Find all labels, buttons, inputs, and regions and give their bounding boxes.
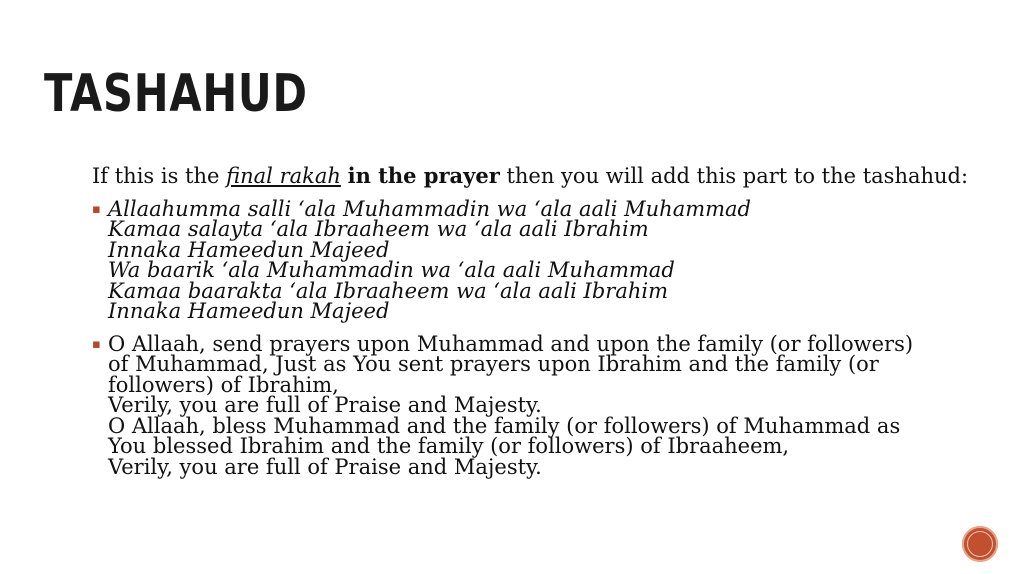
- translation-line: O Allaah, send prayers upon Muhammad and upon the family (or followers): [108, 331, 914, 356]
- bullet-arabic-transliteration: [92, 196, 992, 323]
- bullet-marker-icon: ▪: [92, 201, 101, 217]
- translation-line: Verily, you are full of Praise and Majesty.: [108, 393, 542, 417]
- transliteration-line: Wa baarik ‘ala Muhammadin wa ‘ala aali Muhammad: [108, 258, 675, 282]
- translation-line: of Muhammad, Just as You sent prayers upon Ibrahim and the family (or: [108, 352, 879, 376]
- intro-bold-in-the-prayer: in the prayer: [347, 163, 500, 188]
- transliteration-line: Kamaa baarakta ‘ala Ibraaheem wa ‘ala aali Ibrahim: [108, 278, 669, 303]
- translation-line: Verily, you are full of Praise and Majesty.: [108, 454, 542, 479]
- transliteration-line: Innaka Hameedun Majeed: [108, 299, 390, 323]
- intro-paragraph: [92, 163, 992, 188]
- transliteration-line: Kamaa salayta ‘ala Ibraaheem wa ‘ala aali Ibrahim: [108, 217, 649, 241]
- intro-suffix: then you will add this part to the tashahud:: [506, 164, 969, 188]
- translation-line: O Allaah, bless Muhammad and the family (or followers) of Muhammad as: [108, 413, 901, 438]
- transliteration-line: Allaahumma salli ‘ala Muhammadin wa ‘ala aali Muhammad: [108, 196, 752, 221]
- transliteration-line: Innaka Hameedun Majeed: [108, 237, 390, 262]
- bullet-english-translation: [92, 331, 992, 479]
- intro-prefix: If this is the: [92, 164, 220, 188]
- bullet-marker-icon: ▪: [92, 336, 101, 352]
- translation-line: followers) of Ibrahim,: [108, 372, 339, 397]
- circle-logo-icon: [962, 526, 998, 562]
- slide-content: [92, 163, 992, 479]
- slide-title: TASHAHUD: [44, 64, 308, 124]
- intro-emphasis-final-rakah: final rakah: [226, 164, 341, 188]
- translation-line: You blessed Ibrahim and the family (or followers) of Ibraaheem,: [108, 434, 790, 458]
